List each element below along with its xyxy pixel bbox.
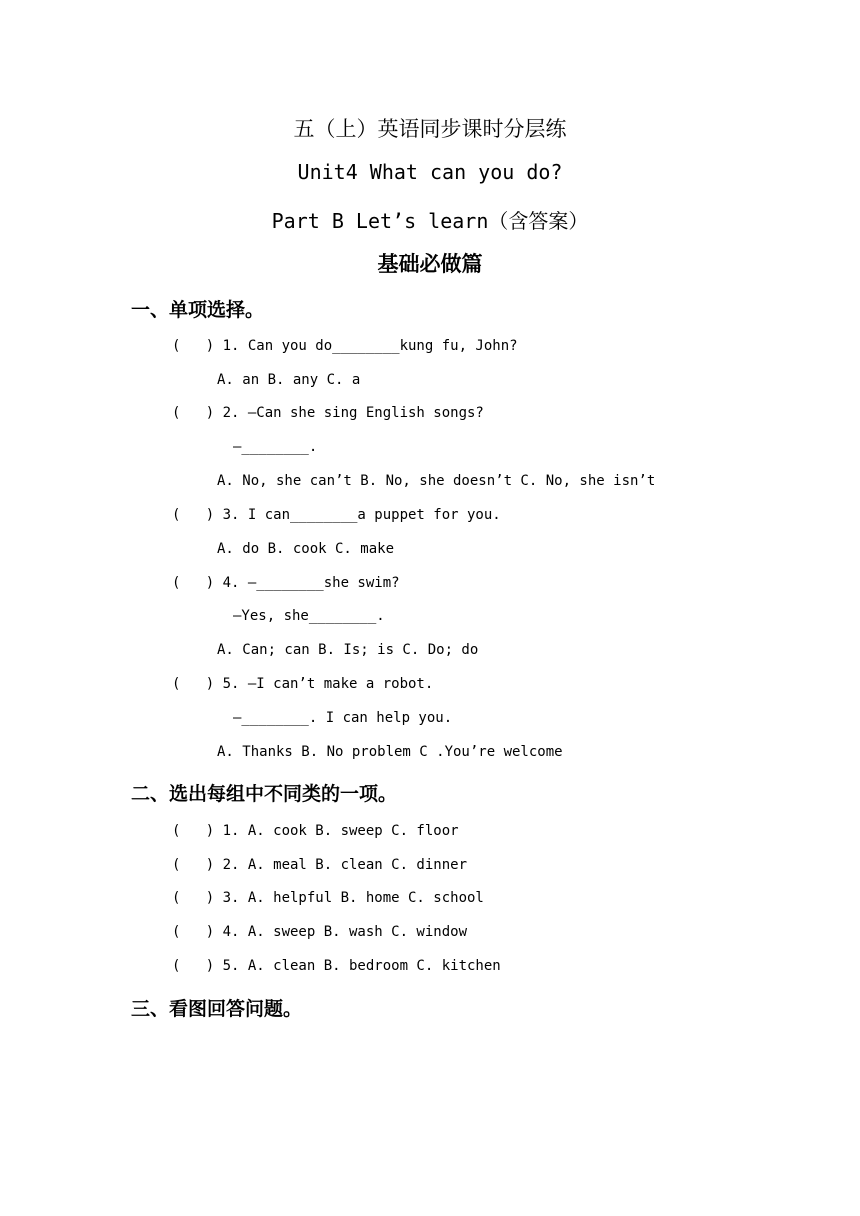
s1-question-1: ( ) 1. Can you do________kung fu, John? (172, 338, 518, 354)
s1-question-5-options: A. Thanks B. No problem C .You’re welcome (217, 744, 563, 760)
s1-question-3-options: A. do B. cook C. make (217, 541, 395, 557)
s1-question-5-reply: —________. I can help you. (233, 710, 453, 726)
part-title: Part B Let’s learn（含答案） (271, 209, 589, 233)
section-1-heading: 一、单项选择。 (131, 299, 265, 321)
s2-question-3: ( ) 3. A. helpful B. home C. school (172, 890, 484, 906)
section-3-heading: 三、看图回答问题。 (131, 998, 303, 1020)
unit-title: Unit4 What can you do? (297, 160, 563, 184)
worksheet-title: 五（上）英语同步课时分层练 (293, 117, 567, 141)
s1-question-2: ( ) 2. —Can she sing English songs? (172, 405, 484, 421)
section-2-heading: 二、选出每组中不同类的一项。 (131, 783, 398, 805)
level-title: 基础必做篇 (377, 252, 483, 276)
s1-question-2-reply: —________. (233, 439, 318, 455)
s1-question-1-options: A. an B. any C. a (217, 372, 361, 388)
s2-question-2: ( ) 2. A. meal B. clean C. dinner (172, 857, 468, 873)
s2-question-4: ( ) 4. A. sweep B. wash C. window (172, 924, 468, 940)
s1-question-4-reply: —Yes, she________. (233, 608, 385, 624)
s1-question-4-options: A. Can; can B. Is; is C. Do; do (217, 642, 479, 658)
s2-question-5: ( ) 5. A. clean B. bedroom C. kitchen (172, 958, 501, 974)
s2-question-1: ( ) 1. A. cook B. sweep C. floor (172, 823, 459, 839)
s1-question-4: ( ) 4. —________she swim? (172, 575, 400, 591)
s1-question-5: ( ) 5. —I can’t make a robot. (172, 676, 434, 692)
s1-question-2-options: A. No, she can’t B. No, she doesn’t C. No, she isn’t (217, 473, 656, 489)
s1-question-3: ( ) 3. I can________a puppet for you. (172, 507, 501, 523)
